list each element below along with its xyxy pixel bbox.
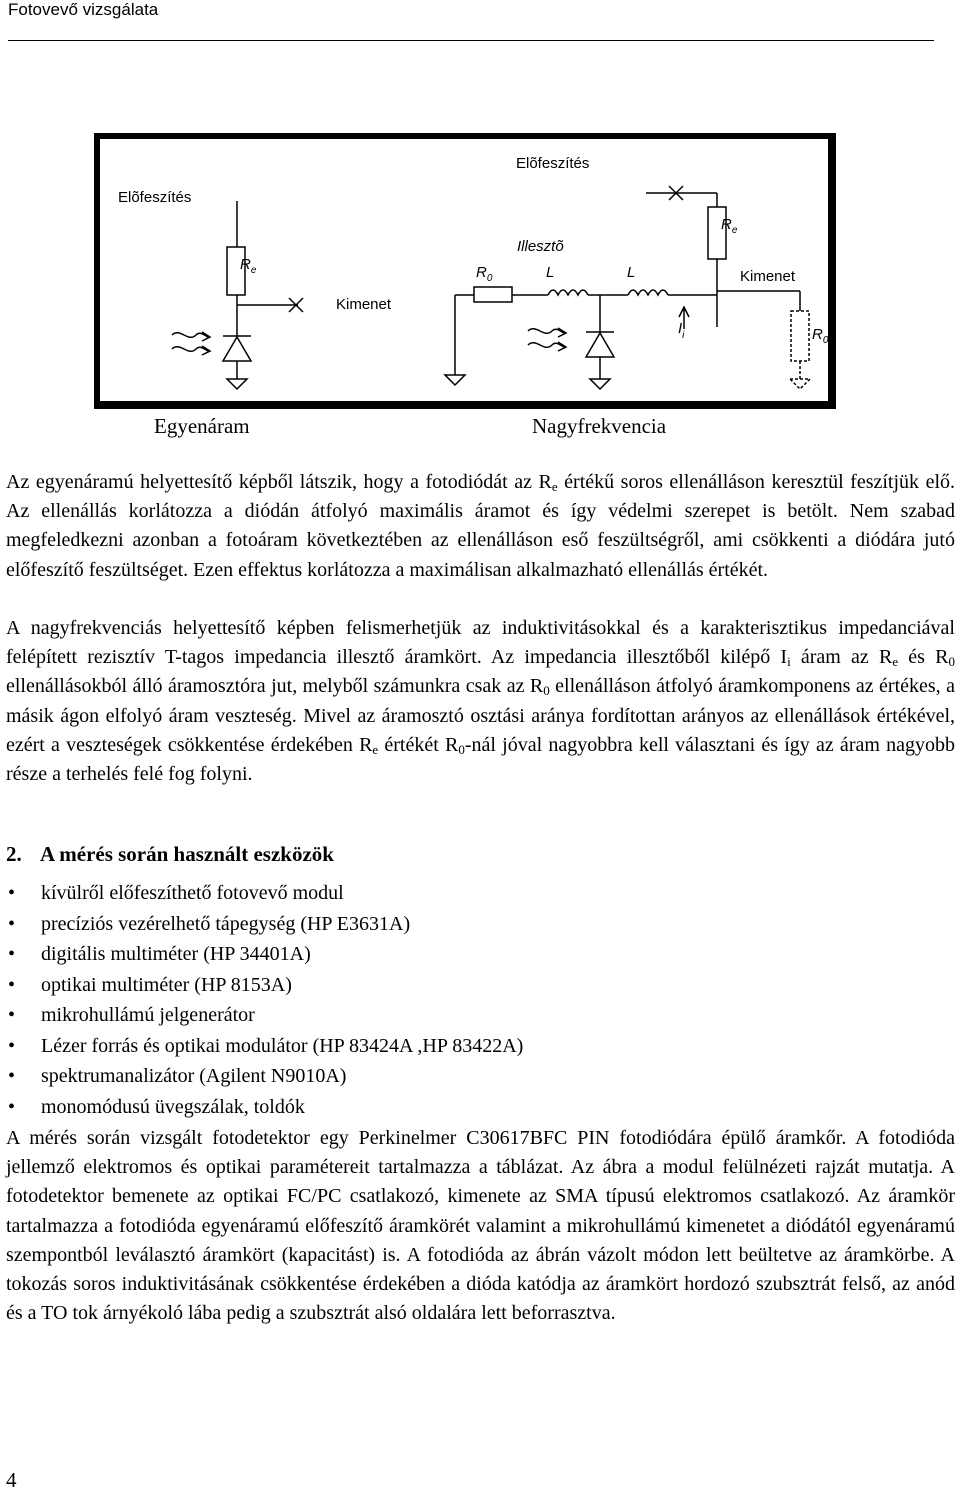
equipment-list: [6, 878, 946, 1122]
section-number: 2.: [6, 842, 22, 866]
circuit-diagram: [100, 139, 828, 401]
list-item: • monomódusú üvegszálak, toldók: [6, 1092, 946, 1123]
page-number: 4: [6, 1468, 17, 1492]
bullet-icon: •: [8, 1004, 16, 1026]
left-output-label: Kimenet: [336, 296, 392, 313]
header-rule: [8, 40, 934, 41]
right-inductor-1: [548, 290, 588, 295]
right-ground-left: [445, 375, 465, 385]
right-bias-label: Elõfeszítés: [516, 155, 590, 172]
paragraph-dc-text: Az egyenáramú helyettesítő képből látszik, hogy a fotodiódát az $R_e$ értékű soros ellenálláson keresztül feszítjük elő. Az ellenállás korlátozza a diódán átfolyó maximális áramot és így védelmi szerepet is betölt. Nem szabad megfeledkezni azonban a fotoáram következtében az ellenálláson eső feszültségről, ami csökkenti a diódára jutó előfeszítő feszültséget. Ezen effektus korlátozza a maximálisan alkalmazható ellenállás értékét.: [6, 471, 956, 581]
list-item: • kívülről előfeszíthető fotovevő modul: [6, 878, 946, 909]
right-resistor-r0: [474, 287, 512, 302]
right-ground-load: [790, 379, 810, 389]
bullet-icon: •: [8, 943, 16, 965]
load-r0-label: $R_0$: [812, 326, 828, 346]
left-light-arrow-1: [172, 333, 208, 338]
bullet-icon: •: [8, 912, 16, 935]
current-label: $I_i$: [678, 320, 685, 341]
left-bias-label: Elõfeszítés: [118, 189, 192, 206]
list-item: • spektrumanalizátor (Agilent N9010A): [6, 1061, 946, 1092]
bullet-icon: •: [8, 973, 16, 996]
right-light-arrow-2: [528, 343, 564, 348]
figure-canvas: [100, 139, 828, 401]
left-light-arrow-2: [172, 347, 208, 352]
right-photodiode: [586, 333, 614, 357]
list-item: • digitális multiméter (HP 34401A): [6, 939, 946, 970]
paragraph-dc: [6, 468, 955, 585]
matcher-label: Illesztõ: [517, 238, 564, 255]
inductor1-label: L: [546, 264, 555, 281]
inductor2-label: L: [627, 264, 636, 281]
list-item: • mikrohullámú jelgenerátor: [6, 1000, 946, 1031]
section-heading: [6, 842, 334, 867]
bullet-icon: •: [8, 1095, 16, 1118]
running-header: Fotovevő vizsgálata: [8, 0, 159, 19]
paragraph-detector-text: A mérés során vizsgált fotodetektor egy Perkinelmer C30617BFC PIN fotodiódára épülő áramkőr. A fotodióda jellemző elektromos és optikai paramétereit tartalmazza a táblázat. Az ábra a modul felülnézeti rajzát mutatja. A fotodetektor bemenete az optikai FC/PC csatlakozó, kimenete az SMA típusú elektromos csatlakozó. Az áramkör tartalmazza a fotodióda egyenáramú előfeszítő áramkörét valamint a mikrohullámú kimenetet a diódától egyenáramú szempontból leválasztó áramkört (kapacitást) is. A fotodióda az ábrán vázolt módon lett beültetve az áramkörbe. A tokozás soros induktivitásának csökkentése érdekében a dióda katódja az áramkört hordozó szubsztrát felső, az anód és a TO tok árnyékoló lába pedig a szubsztrát alsó oldalára lett beforrasztva.: [6, 1127, 955, 1325]
right-r0-label: $R_0$: [476, 264, 493, 284]
left-photodiode: [223, 337, 251, 361]
right-ground-diode: [590, 379, 610, 389]
left-ground: [227, 379, 247, 389]
section-title: A mérés során használt eszközök: [40, 842, 334, 866]
bullet-icon: •: [8, 1034, 16, 1057]
list-item: • optikai multiméter (HP 8153A): [6, 970, 946, 1001]
right-inductor-2: [628, 290, 668, 295]
bullet-icon: •: [8, 1065, 16, 1087]
list-item: • precíziós vezérelhető tápegység (HP E3631A): [6, 909, 946, 940]
right-resistor-re: [708, 207, 726, 259]
paragraph-hf-text: A nagyfrekvenciás helyettesítő képben felismerhetjük az induktivitásokkal és a karakterisztikus impedanciával felépített rezisztív T-tagos impedancia illesztő áramkört. Az impedancia illesztőből kilépő $I_i$ áram az $R_e$ és $R_0$ ellenállásokból álló áramosztóra jut, melyből számunkra csak az $R_0$ ellenálláson átfolyó áramkomponens az értékes, a másik ágon elfolyó áram veszteség. Mivel az áramosztó osztási aránya fordítottan arányos az ellenállások értékével, ezért a veszteségek csökkentése érdekében $R_e$ értékét $R_0$-nál jóval nagyobbra kell választani és így az áram nagyobb része a terhelés felé fog folyni.: [6, 617, 955, 786]
left-re-label: $R_e$: [240, 256, 257, 276]
paragraph-hf: [6, 614, 955, 789]
circuit-figure: [94, 133, 836, 409]
right-output-label: Kimenet: [740, 268, 796, 285]
right-load-r0: [791, 311, 809, 361]
right-re-label: $R_e$: [721, 216, 738, 236]
caption-dc: Egyenáram: [154, 414, 250, 438]
list-item: • Lézer forrás és optikai modulátor (HP 83424A ,HP 83422A): [6, 1031, 946, 1062]
caption-hf: Nagyfrekvencia: [532, 414, 667, 438]
paragraph-detector: [6, 1124, 955, 1328]
bullet-icon: •: [8, 882, 16, 904]
right-light-arrow-1: [528, 329, 564, 334]
